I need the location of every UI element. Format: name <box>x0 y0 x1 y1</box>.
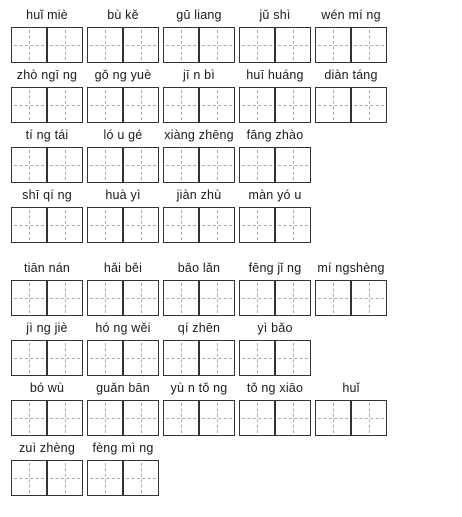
pinyin-label: jī n bì <box>183 68 215 82</box>
writing-cell[interactable] <box>163 207 199 243</box>
writing-cell[interactable] <box>11 147 47 183</box>
writing-cell[interactable] <box>199 280 235 316</box>
pinyin-label: tiān nán <box>23 261 71 275</box>
writing-cell[interactable] <box>315 87 351 123</box>
writing-cell[interactable] <box>47 27 83 63</box>
writing-cell[interactable] <box>123 400 159 436</box>
pinyin-label: huǐ miè <box>26 8 68 22</box>
writing-cell[interactable] <box>87 207 123 243</box>
writing-cell[interactable] <box>275 207 311 243</box>
pinyin-label: bó wù <box>29 381 65 395</box>
pinyin-label: jì ng jiè <box>26 321 68 335</box>
writing-cell[interactable] <box>239 280 275 316</box>
writing-cell[interactable] <box>275 27 311 63</box>
writing-cell[interactable] <box>199 147 235 183</box>
writing-cell[interactable] <box>163 147 199 183</box>
writing-cell[interactable] <box>199 87 235 123</box>
writing-cell[interactable] <box>11 460 47 496</box>
writing-cell[interactable] <box>11 27 47 63</box>
pinyin-label: xiàng zhēng <box>164 128 234 142</box>
pinyin-label: bù kě <box>107 8 139 22</box>
writing-cell[interactable] <box>123 27 159 63</box>
writing-cell[interactable] <box>47 87 83 123</box>
pinyin-label: hǎi běi <box>103 261 143 275</box>
pinyin-label: tí ng tái <box>25 128 69 142</box>
writing-cell[interactable] <box>87 460 123 496</box>
pinyin-label: jǔ shì <box>259 8 291 22</box>
writing-cell[interactable] <box>11 280 47 316</box>
writing-cell[interactable] <box>11 87 47 123</box>
writing-cell[interactable] <box>87 147 123 183</box>
pinyin-label: yì bǎo <box>257 321 293 335</box>
pinyin-label: fēng jǐ ng <box>248 261 302 275</box>
pinyin-label: hó ng wěi <box>95 321 151 335</box>
pinyin-label: yù n tǒ ng <box>170 381 228 395</box>
writing-cell[interactable] <box>199 400 235 436</box>
writing-cell[interactable] <box>123 147 159 183</box>
pinyin-label: zhò ngī ng <box>16 68 78 82</box>
writing-cell[interactable] <box>87 280 123 316</box>
writing-cell[interactable] <box>47 207 83 243</box>
writing-cell[interactable] <box>351 87 387 123</box>
writing-cell[interactable] <box>163 400 199 436</box>
pinyin-label: jiàn zhù <box>176 188 222 202</box>
writing-cell[interactable] <box>47 340 83 376</box>
writing-cell[interactable] <box>315 280 351 316</box>
writing-cell[interactable] <box>275 280 311 316</box>
writing-cell[interactable] <box>163 280 199 316</box>
writing-cell[interactable] <box>351 280 387 316</box>
writing-cell[interactable] <box>239 27 275 63</box>
writing-cell[interactable] <box>163 27 199 63</box>
writing-cell[interactable] <box>275 340 311 376</box>
writing-cell[interactable] <box>239 147 275 183</box>
writing-cell[interactable] <box>123 340 159 376</box>
writing-cell[interactable] <box>351 27 387 63</box>
writing-cell[interactable] <box>123 207 159 243</box>
pinyin-label: fèng mì ng <box>92 441 154 455</box>
pinyin-label: huà yì <box>105 188 141 202</box>
writing-cell[interactable] <box>123 87 159 123</box>
writing-cell[interactable] <box>11 400 47 436</box>
writing-cell[interactable] <box>47 147 83 183</box>
writing-cell[interactable] <box>315 27 351 63</box>
writing-cell[interactable] <box>87 340 123 376</box>
writing-cell[interactable] <box>47 460 83 496</box>
writing-cell[interactable] <box>275 400 311 436</box>
pinyin-label: guǎn bān <box>96 381 150 395</box>
writing-cell[interactable] <box>11 340 47 376</box>
writing-cell[interactable] <box>123 460 159 496</box>
writing-cell[interactable] <box>87 87 123 123</box>
writing-cell[interactable] <box>239 87 275 123</box>
writing-cell[interactable] <box>315 400 351 436</box>
pinyin-label: huī huáng <box>246 68 304 82</box>
pinyin-label: gū liang <box>176 8 222 22</box>
pinyin-label: shī qí ng <box>22 188 72 202</box>
writing-cell[interactable] <box>47 280 83 316</box>
writing-cell[interactable] <box>11 207 47 243</box>
writing-cell[interactable] <box>199 207 235 243</box>
writing-cell[interactable] <box>123 280 159 316</box>
pinyin-label: gǒ ng yuè <box>94 68 152 82</box>
pinyin-label: màn yó u <box>248 188 302 202</box>
writing-cell[interactable] <box>275 87 311 123</box>
writing-cell[interactable] <box>239 207 275 243</box>
pinyin-label: tǒ ng xiāo <box>246 381 304 395</box>
pinyin-label: huǐ <box>342 381 360 395</box>
writing-cell[interactable] <box>163 87 199 123</box>
pinyin-label: ló u gé <box>103 128 143 142</box>
writing-cell[interactable] <box>163 340 199 376</box>
pinyin-label: fāng zhào <box>246 128 304 142</box>
writing-cell[interactable] <box>239 340 275 376</box>
writing-cell[interactable] <box>199 27 235 63</box>
writing-cell[interactable] <box>87 27 123 63</box>
pinyin-label: qí zhēn <box>177 321 221 335</box>
pinyin-label: diàn táng <box>324 68 378 82</box>
pinyin-label: zuì zhèng <box>18 441 75 455</box>
writing-cell[interactable] <box>199 340 235 376</box>
pinyin-label: mí ngshèng <box>317 261 385 275</box>
writing-cell[interactable] <box>275 147 311 183</box>
writing-cell[interactable] <box>351 400 387 436</box>
writing-cell[interactable] <box>47 400 83 436</box>
pinyin-label: wén mí ng <box>321 8 381 22</box>
pinyin-label: bǎo lǎn <box>177 261 221 275</box>
writing-cell[interactable] <box>87 400 123 436</box>
writing-cell[interactable] <box>239 400 275 436</box>
